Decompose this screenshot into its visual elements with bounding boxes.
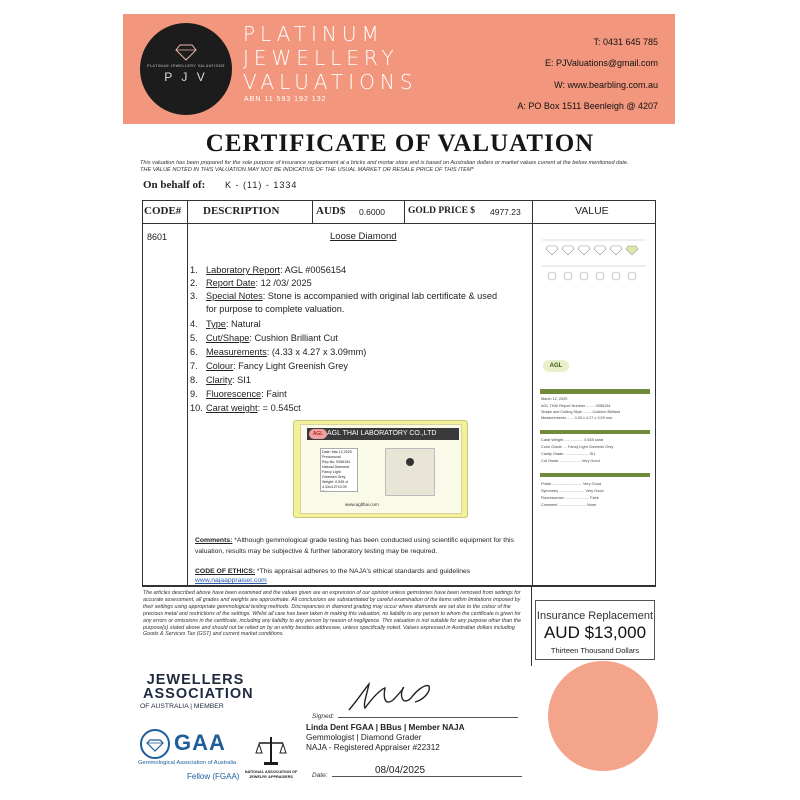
on-behalf-value: K - (11) - 1334: [225, 180, 298, 190]
report-row: Comment .......................... None: [541, 503, 597, 507]
disclaimer-line-1: This valuation has been prepared for the sole purpose of insurance replacement at a bricks and mortar store and is based on Australian dollars or market values current at the below mentioned date.: [140, 160, 629, 166]
contact-address: A: PO Box 1511 Beenleigh @ 4207: [517, 101, 658, 111]
contact-website[interactable]: W: www.bearbling.com.au: [554, 80, 658, 90]
signature-line: [338, 717, 518, 718]
contact-phone: T: 0431 645 785: [593, 37, 658, 47]
date-line: [332, 776, 522, 777]
logo-tagline: PLATINUM JEWELLERY VALUATIONS: [147, 64, 225, 68]
certificate-title: CERTIFICATE OF VALUATION: [205, 130, 595, 157]
signature: [345, 678, 445, 714]
date-label: Date:: [312, 772, 328, 779]
diagram-color-scale: [540, 236, 648, 284]
list-item: 10. Carat weight: = 0.545ct: [190, 403, 301, 413]
list-item: 1. Laboratory Report: AGL #0056154: [190, 265, 347, 275]
insurance-label: Insurance Replacement: [536, 610, 654, 622]
ethics-line: CODE OF ETHICS: *This appraisal adheres to the NAJA's ethical standards and guidelines: [195, 568, 471, 575]
report-section-bar: [540, 430, 650, 434]
brand-line-2: JEWELLERY: [243, 46, 399, 70]
signature-icon: [345, 678, 445, 714]
gaa-subtitle: Gemmological Association of Australia: [138, 760, 237, 766]
comments-line-2: valuation, results may be subjective & further laboratory testing may be required.: [195, 548, 438, 555]
table-col-divider-aud: [312, 200, 313, 224]
header-code: CODE#: [144, 205, 182, 217]
table-col-divider-code: [187, 200, 188, 586]
on-behalf-label: On behalf of:: [143, 179, 206, 191]
grader-name: Linda Dent FGAA | BBus | Member NAJA: [306, 723, 465, 732]
list-item: for purpose to complete valuation.: [206, 304, 345, 314]
report-row: Fluorescence ....................... Faint: [541, 496, 599, 500]
brand-line-1: PLATINUM: [243, 22, 384, 46]
report-row: Measurements ...... 4.33 x 4.27 x 3.09 mm.: [541, 416, 614, 420]
lab-logo: AGL: [309, 429, 327, 439]
seal-sticker: [548, 661, 658, 771]
disclaimer-line-2: THE VALUE NOTED IN THIS VALUATION MAY NOT BE INDICATIVE OF THE USUAL MARKET OR RESALE PRICE OF THIS ITEM*: [140, 167, 474, 173]
list-item: 3. Special Notes: Stone is accompanied with original lab certificate & used: [190, 291, 498, 301]
report-row: Symmetry ........................ Very Good: [541, 489, 604, 493]
report-section-bar: [540, 473, 650, 477]
stone-window: [385, 448, 435, 496]
fine-print: The articles described above have been examined and the values given are an expression of our opinion unless gemstones have been removed from settings for accurate assessment, all grades and weights are approximate. All conclusions are substantiated by careful examination of the items within limitations imposed by their settings using appropriate gemmological testing methods. Discrepancies in diamond grading may occur where diamonds are set due to the colour of the precious metal and restrictions of the settings. Whilst all care has been taken in making this valuation, no liability to any person to whom the certificate is given for any errors or omissions in the certificate, including any liability to any person by reason of negligence. This valuation is not suitable for any purpose other than the purpose(s) stated above and should not be relied on by an entity besides addressee, unless specifically noted. Values expressed in Australian dollars including Goods & Services Tax (GST) and current market conditions.: [143, 590, 522, 638]
color-scale-icon: [540, 236, 648, 284]
report-row: Carat Weight .................. 0.545 carat: [541, 438, 604, 442]
lab-url: www.aglthai.com: [345, 502, 379, 507]
insurance-amount-words: Thirteen Thousand Dollars: [550, 646, 640, 655]
report-row: Cut Grade .................... Very Good: [541, 459, 600, 463]
table-header-divider: [142, 223, 656, 224]
lab-card-header: AGL THAI LABORATORY CO.,LTD: [307, 428, 459, 440]
report-row: AGL THAI Report Number ........ 0056154: [541, 404, 611, 408]
table-col-divider-value: [532, 200, 533, 586]
logo-monogram: P J V: [164, 70, 208, 84]
grader-role: Gemmologist | Diamond Grader: [306, 733, 422, 742]
header-value: VALUE: [575, 205, 609, 217]
list-item: 2. Report Date: 12 /03/ 2025: [190, 278, 312, 288]
diamond-icon: [140, 23, 232, 115]
grader-registration: NAJA - Registered Appraiser #22312: [306, 743, 440, 752]
agl-logo: AGL: [543, 360, 569, 372]
signed-label: Signed:: [312, 713, 335, 720]
report-header-bar: [540, 389, 650, 394]
diamond-stone: [406, 458, 414, 466]
fellow-label: Fellow (FGAA): [187, 772, 240, 781]
gem-icon: [142, 731, 168, 757]
scales-icon: [254, 733, 288, 767]
gaa-emblem-icon: [140, 729, 170, 759]
header-gold-label: GOLD PRICE $: [408, 206, 476, 216]
naja-text: NATIONAL ASSOCIATION OF JEWELRY APPRAISERS: [244, 770, 298, 779]
table-col-divider-gold: [404, 200, 405, 224]
header-aud-label: AUD$: [316, 205, 346, 217]
header-description: DESCRIPTION: [203, 205, 280, 217]
report-row: Shape and Cutting Style ........ Cushion Brilliant: [541, 410, 620, 414]
date-value: 08/04/2025: [375, 765, 426, 776]
report-row: Polish ............................ Very Good: [541, 482, 601, 486]
fine-print-divider: [531, 586, 532, 666]
comments-line-1: Comments: *Although gemmological grade testing has been conducted using scientific equipment for this: [195, 537, 514, 544]
lab-card-text: Date: Mar 12,2025 Preciousval Rep No: 0056154 Natural Diamond Fancy Light Greenish Grey Weight: 0.545 ct 4.33x4.27x3.09 Faint: [320, 448, 358, 492]
report-row: Color Grade .... Fancy Light Greenish Grey: [541, 445, 614, 449]
report-date: March 12, 2025: [541, 397, 568, 401]
item-code: 8601: [147, 232, 168, 242]
header-aud-value: 0.6000: [359, 207, 385, 217]
contact-email[interactable]: E: PJValuations@gmail.com: [544, 58, 658, 68]
company-logo: [140, 23, 232, 115]
gaa-logo: GAA: [174, 730, 226, 755]
list-item: 7. Colour: Fancy Light Greenish Grey: [190, 361, 348, 371]
list-item: 6. Measurements: (4.33 x 4.27 x 3.09mm): [190, 347, 367, 357]
header-gold-value: 4977.23: [490, 207, 521, 217]
brand-line-3: VALUATIONS: [243, 70, 418, 94]
jewellers-association-sub: OF AUSTRALIA | MEMBER: [140, 703, 224, 710]
jewellers-association-logo: JEWELLERS ASSOCIATION: [143, 672, 254, 702]
item-title: Loose Diamond: [330, 231, 397, 242]
table-bottom-line: [142, 586, 656, 587]
report-row: Clarity Grade ....................... SI1: [541, 452, 596, 456]
list-item: 5. Cut/Shape: Cushion Brilliant Cut: [190, 333, 338, 343]
list-item: 4. Type: Natural: [190, 319, 261, 329]
insurance-amount: AUD $13,000: [543, 623, 647, 642]
list-item: 9. Fluorescence: Faint: [190, 389, 287, 399]
abn-text: ABN 11 593 192 132: [244, 96, 327, 103]
ethics-link[interactable]: www.najaappraiser.com: [195, 577, 267, 584]
list-item: 8. Clarity: SI1: [190, 375, 251, 385]
naja-emblem: [254, 733, 288, 767]
